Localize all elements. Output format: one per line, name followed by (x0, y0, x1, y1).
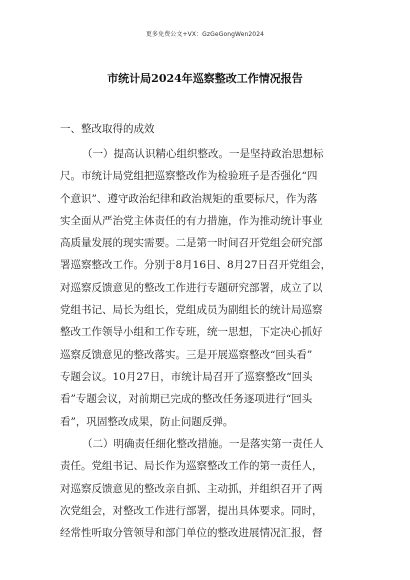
paragraph-line: 看”，巩固整改成果，防止问题反弹。 (60, 415, 234, 428)
paragraph-line: 对巡察反馈意见的整改亲自抓、主动抓，并组织召开了两 (60, 482, 323, 495)
paragraph-line: 专题会议。10月27日，市统计局召开了巡察整改“回头 (60, 370, 313, 383)
paragraph-line: 看”专题会议，对前期已完成的整改任务逐项进行“回头 (60, 393, 313, 406)
paragraph-line: 整改工作领导小组和工作专班，统一思想，下定决心抓好 (60, 326, 323, 339)
paragraph-line: （一）提高认识精心组织整改。一是坚持政治思想标 (82, 148, 324, 160)
paragraph-line: 个意识”、遵守政治纪律和政治规矩的重要标尺，作为落 (60, 192, 318, 205)
paragraph-line: 实全面从严治党主体责任的有力措施，作为推动统计事业 (60, 214, 323, 227)
paragraph-line: 经常性听取分管领导和部门单位的整改进展情况汇报，督 (60, 527, 323, 540)
document-title: 市统计局2024年巡察整改工作情况报告 (107, 72, 303, 85)
paragraph-line: 尺。市统计局党组把巡察整改作为检验班子是否强化“四 (60, 170, 318, 183)
paragraph-line: 党组书记、局长为组长，党组成员为副组长的统计局巡察 (60, 304, 323, 317)
paragraph-line: 署巡察整改工作。分别于8月16日、8月27日召开党组会， (60, 259, 332, 272)
paragraph-1 (60, 143, 354, 433)
paragraph-line: 次党组会，对整改工作进行部署，提出具体要求。同时， (60, 504, 323, 517)
paragraph-line: 对巡察反馈意见的整改工作进行专题研究部署，成立了以 (60, 281, 323, 294)
section-heading: 一、整改取得的成效 (60, 123, 155, 135)
paragraph-line: 巡察反馈意见的整改落实。三是开展巡察整改“回头看” (60, 348, 313, 361)
paragraph-line: 高质量发展的现实需要。二是第一时间召开党组会研究部 (60, 237, 323, 250)
paragraph-line: 责任。党组书记、局长作为巡察整改工作的第一责任人， (60, 460, 323, 473)
paragraph-line: （二）明确责任细化整改措施。一是落实第一责任人 (82, 438, 324, 450)
page-header-note: 更多免费公文+VX：GzGeGongWen2024 (145, 31, 265, 38)
paragraph-2 (60, 433, 354, 544)
